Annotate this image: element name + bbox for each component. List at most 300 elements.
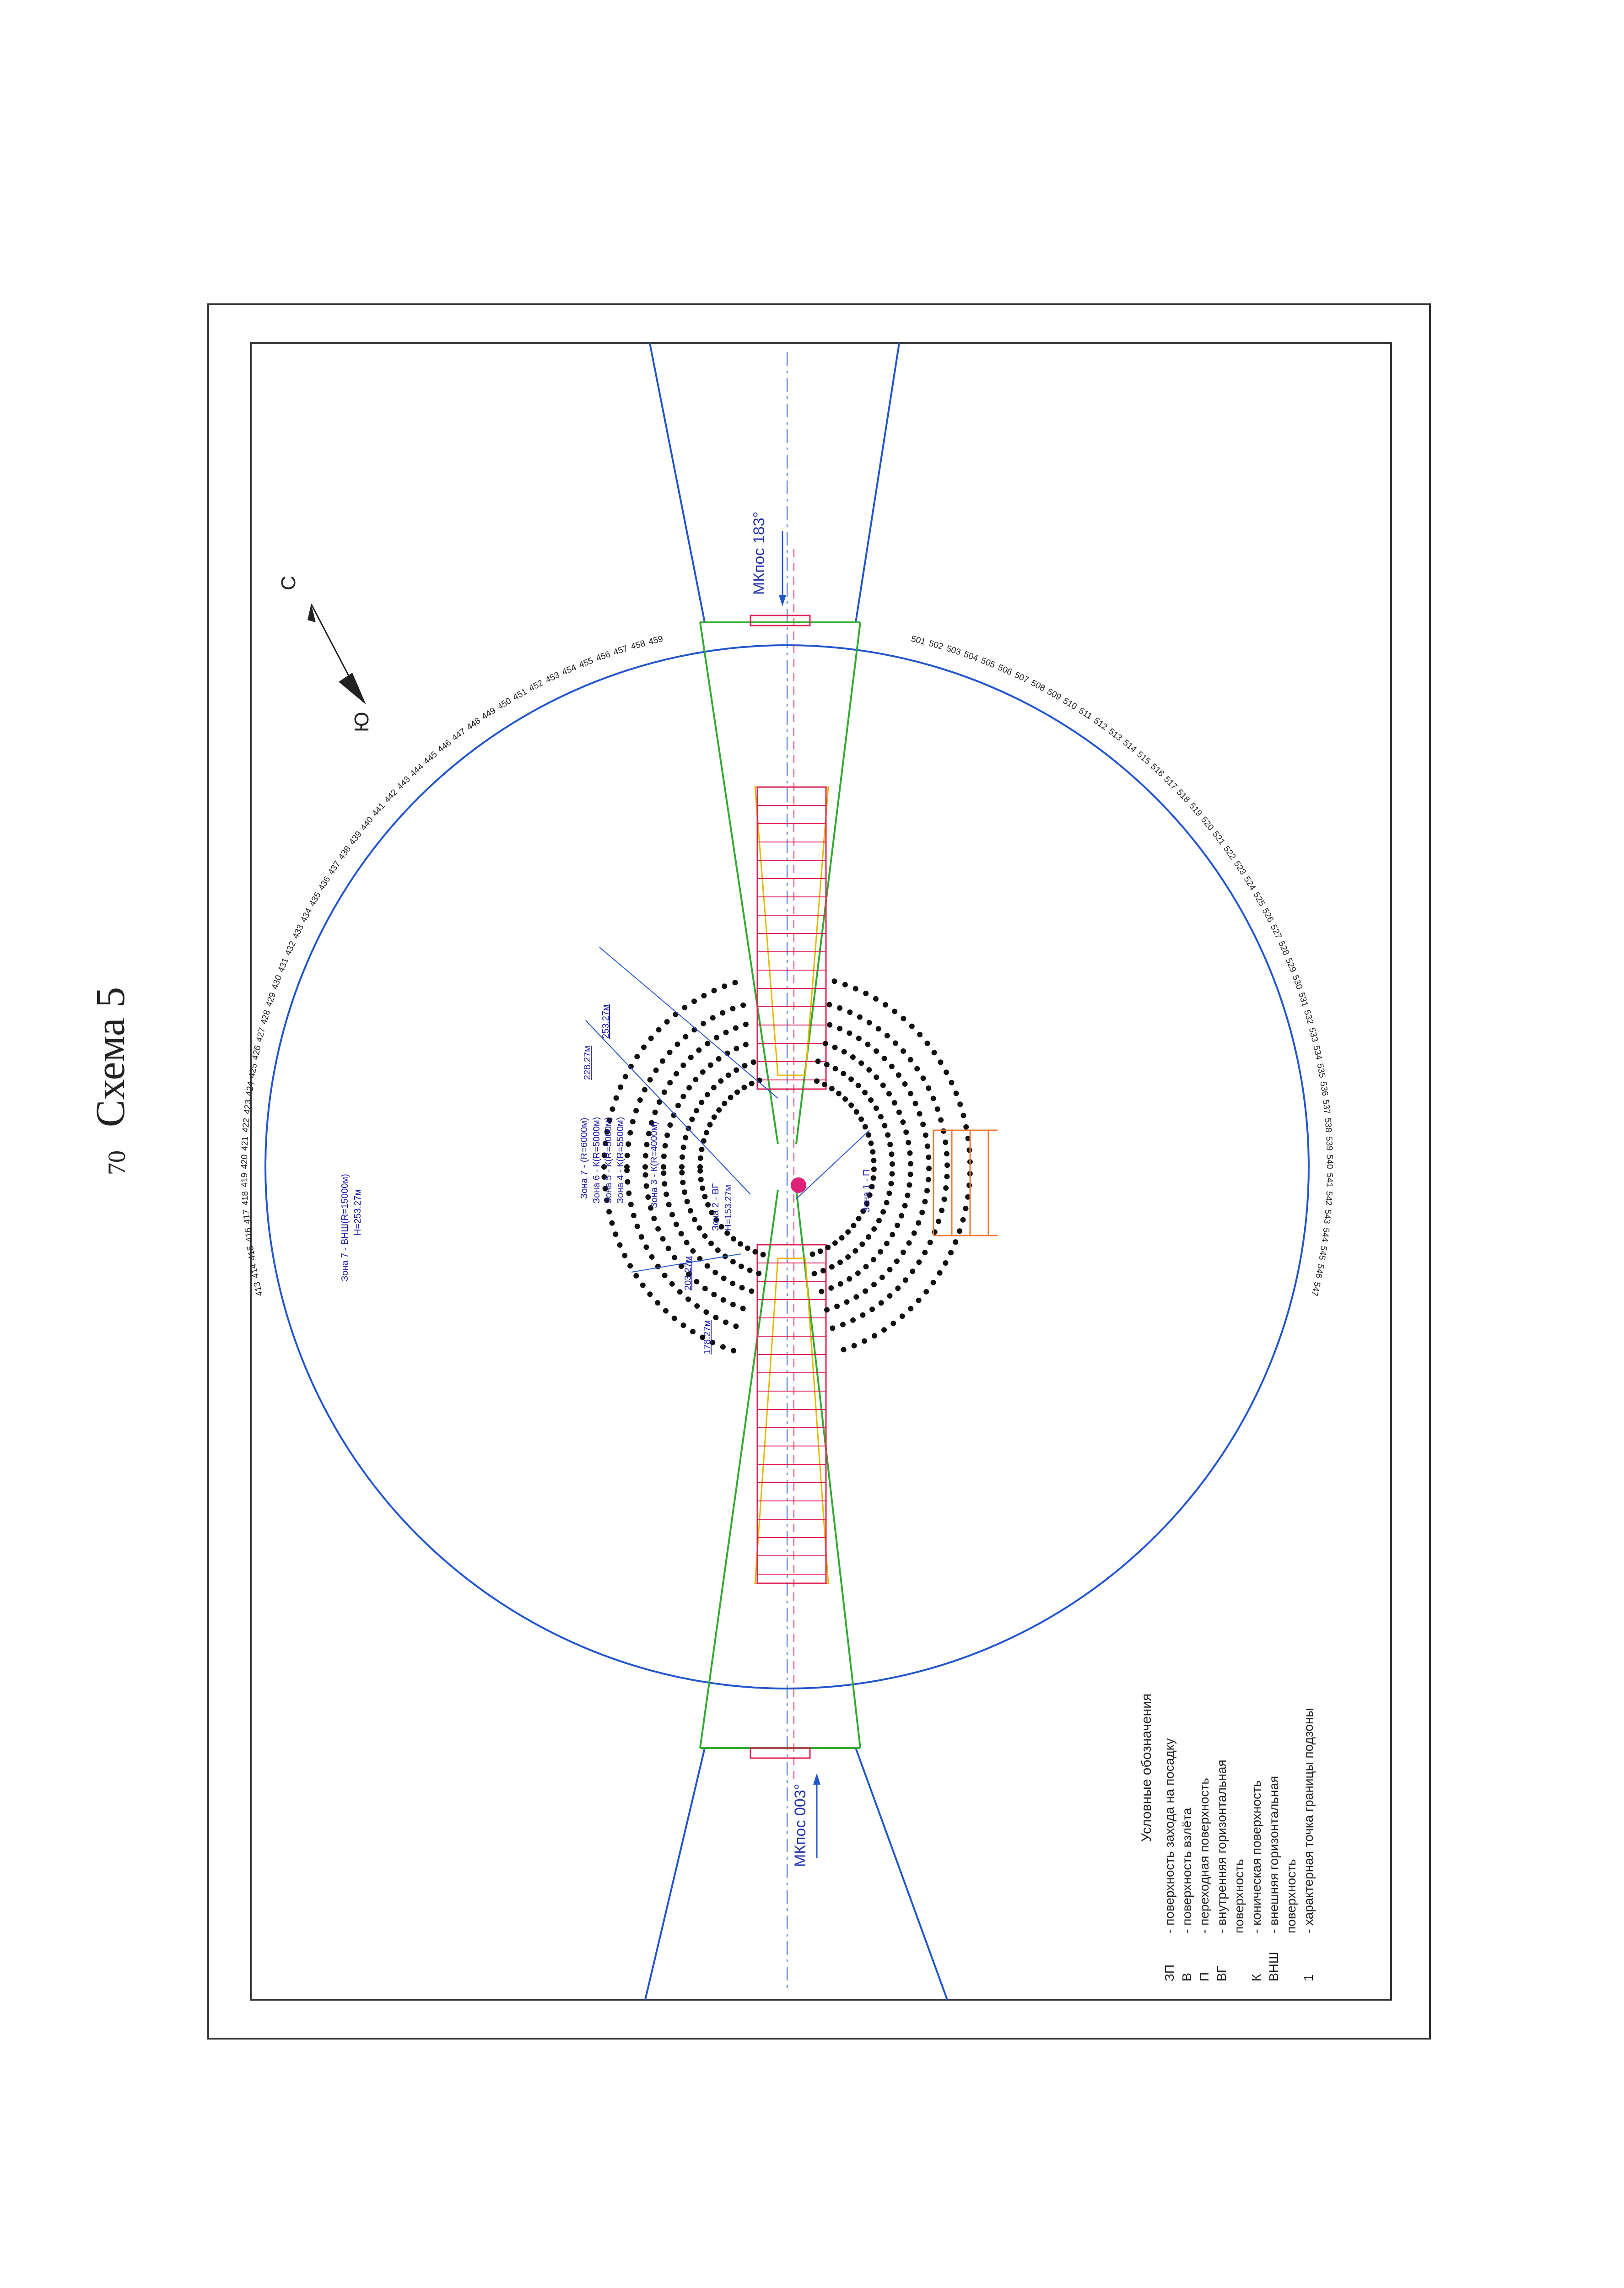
- ring-point: [667, 1080, 673, 1085]
- ring-point: [674, 1222, 679, 1227]
- ring-point: [903, 1129, 909, 1135]
- ring-point: [852, 1343, 857, 1349]
- ring-point: [704, 1130, 709, 1135]
- ring-point: [734, 1046, 739, 1051]
- ring-point: [686, 1085, 692, 1090]
- ring-point: [716, 1056, 722, 1062]
- ring-point: [944, 1151, 950, 1156]
- outer-point-436: 436: [316, 874, 333, 892]
- outer-point-526: 526: [1260, 907, 1275, 924]
- ring-point: [879, 1275, 885, 1280]
- ring-point: [896, 1110, 902, 1115]
- ring-point: [694, 1108, 699, 1113]
- ring-point: [949, 1080, 955, 1085]
- ring-point: [824, 1307, 830, 1312]
- ring-point: [731, 1236, 736, 1241]
- ring-point: [660, 1058, 665, 1064]
- ring-point: [663, 1308, 669, 1314]
- ring-point: [722, 1101, 727, 1106]
- ring-point: [711, 1085, 717, 1090]
- ring-point: [889, 1064, 895, 1069]
- ring-point: [743, 1022, 749, 1027]
- zone1-label: Зона 1 - П: [862, 1169, 872, 1213]
- ring-point: [931, 1096, 936, 1101]
- outer-point-429: 429: [264, 991, 278, 1008]
- ring-point: [901, 1016, 906, 1021]
- outer-point-542: 542: [1323, 1191, 1334, 1206]
- ring-point: [633, 1108, 639, 1113]
- ring-point: [901, 1250, 906, 1255]
- ring-point: [879, 1300, 884, 1306]
- outer-point-511: 511: [1077, 706, 1094, 722]
- ring-point: [896, 1072, 901, 1078]
- ring-point: [963, 1124, 969, 1130]
- ring-point: [884, 1241, 890, 1246]
- ring-point: [666, 1246, 671, 1251]
- ring-point: [810, 1252, 815, 1257]
- ring-point: [710, 1015, 716, 1020]
- outer-point-417: 417: [241, 1209, 253, 1225]
- ring-point: [747, 1268, 753, 1273]
- outer-point-labels: [240, 634, 1334, 1297]
- outer-point-514: 514: [1121, 738, 1138, 755]
- ring-point: [623, 1074, 628, 1079]
- height-253: 253.27м: [601, 1004, 611, 1039]
- ring-point: [851, 1223, 857, 1228]
- ring-point: [705, 1202, 711, 1208]
- ring-point: [822, 1082, 827, 1087]
- ring-point: [641, 1045, 647, 1050]
- ring-point: [661, 1154, 667, 1159]
- ring-point: [696, 1047, 701, 1053]
- ring-point: [943, 1260, 948, 1266]
- ring-point: [718, 1078, 723, 1084]
- ring-point: [701, 1021, 706, 1026]
- height-203: 203.27м: [683, 1256, 693, 1290]
- ring-point: [651, 1216, 657, 1221]
- legend-title: Условные обозначения: [1139, 1693, 1154, 1842]
- ring-point: [880, 1083, 886, 1088]
- outer-point-449: 449: [480, 706, 498, 722]
- ring-point: [938, 1117, 944, 1123]
- outer-point-416: 416: [243, 1227, 255, 1243]
- ring-point: [680, 1155, 685, 1160]
- ring-point: [700, 1069, 706, 1075]
- ring-point: [818, 1248, 823, 1254]
- ring-point: [841, 1071, 846, 1076]
- outer-frame: [208, 304, 1430, 2039]
- ring-point: [622, 1253, 627, 1258]
- ring-point: [869, 1140, 874, 1146]
- outer-point-418: 418: [240, 1191, 251, 1206]
- ring-point: [688, 1208, 693, 1214]
- ring-point: [842, 1049, 847, 1055]
- ring-point: [908, 1091, 913, 1096]
- ring-point: [823, 1041, 828, 1047]
- ring-point: [832, 1240, 838, 1246]
- ring-point: [647, 1291, 653, 1297]
- zone7k-label: Зона 7 - (R=6000м): [579, 1117, 589, 1199]
- legend: [1139, 1694, 1316, 1981]
- ring-point: [905, 1193, 910, 1198]
- outer-point-513: 513: [1106, 726, 1124, 743]
- outer-point-426: 426: [250, 1044, 263, 1061]
- ring-point: [708, 1241, 714, 1246]
- outer-point-452: 452: [527, 678, 545, 694]
- ring-point: [826, 1002, 832, 1008]
- zone2-height: H=153.27м: [723, 1184, 734, 1231]
- ring-point: [617, 1242, 623, 1248]
- ring-point: [672, 1255, 677, 1260]
- ring-point: [721, 1276, 727, 1281]
- ring-point: [675, 1103, 681, 1108]
- ring-point: [863, 1124, 868, 1130]
- aerodrome-reference-point: [791, 1177, 806, 1193]
- legend-code: П: [1197, 1972, 1211, 1981]
- ring-point: [871, 1282, 877, 1287]
- ring-point: [741, 1085, 747, 1090]
- ring-point: [942, 1197, 947, 1202]
- ring-point: [874, 1106, 879, 1111]
- ring-point: [740, 1003, 746, 1008]
- ring-point: [674, 1041, 680, 1047]
- ring-point: [890, 1171, 895, 1176]
- strip-ladder: [757, 805, 826, 1574]
- outer-point-504: 504: [962, 649, 980, 664]
- ring-point: [944, 1069, 949, 1075]
- ring-point: [944, 1162, 950, 1168]
- ring-point: [714, 1035, 719, 1041]
- ring-point: [844, 1299, 850, 1305]
- runway-arrow-bottom-head: [813, 1773, 820, 1785]
- ring-point: [832, 978, 837, 984]
- ring-point: [839, 1235, 845, 1241]
- outer-point-453: 453: [544, 670, 561, 685]
- ring-point: [943, 1185, 949, 1191]
- ring-point: [856, 1036, 862, 1041]
- outer-point-431: 431: [276, 956, 291, 974]
- ring-point: [931, 1280, 936, 1285]
- ring-point: [712, 1114, 717, 1120]
- outer-point-447: 447: [450, 726, 468, 743]
- ring-point: [814, 1079, 820, 1084]
- ring-point: [855, 1270, 861, 1276]
- ring-point: [924, 1041, 930, 1046]
- ring-point: [749, 1081, 755, 1086]
- ring-point: [698, 1155, 703, 1161]
- ring-point: [928, 1240, 933, 1245]
- legend-text: - поверхность взлёта: [1180, 1808, 1194, 1933]
- ring-point: [836, 1091, 842, 1096]
- ring-point: [888, 1181, 894, 1187]
- ring-point: [862, 1338, 867, 1344]
- ring-point: [626, 1191, 631, 1196]
- ring-point: [752, 1249, 758, 1255]
- ring-point: [644, 1183, 649, 1189]
- legend-code: К: [1249, 1974, 1263, 1981]
- ring-point: [840, 1322, 846, 1327]
- outer-point-517: 517: [1162, 774, 1179, 792]
- ring-point: [837, 1005, 842, 1011]
- ring-point: [863, 1264, 869, 1269]
- ring-point: [876, 1218, 882, 1223]
- ring-point: [730, 1302, 736, 1307]
- ring-point: [880, 1209, 886, 1214]
- ring-point: [625, 1179, 630, 1185]
- ring-point: [731, 1348, 736, 1354]
- ring-point: [690, 1248, 696, 1254]
- ring-point: [692, 1217, 697, 1222]
- ring-point: [606, 1209, 612, 1214]
- ring-point: [700, 1186, 705, 1191]
- ring-point: [876, 1026, 881, 1031]
- ring-point: [819, 1289, 824, 1294]
- ring-point: [890, 1161, 895, 1167]
- legend-text: - внутренняя горизонтальная: [1214, 1759, 1229, 1933]
- ring-point: [878, 1249, 883, 1255]
- ring-point: [943, 1139, 948, 1145]
- ring-point: [627, 1130, 633, 1136]
- ring-point: [872, 1333, 877, 1338]
- ring-point: [887, 1267, 893, 1273]
- outer-point-455: 455: [577, 656, 595, 670]
- outer-point-544: 544: [1319, 1227, 1331, 1243]
- outer-point-456: 456: [594, 649, 612, 664]
- takeoff-surface-lower: [755, 1258, 828, 1583]
- ring-point: [827, 1022, 832, 1028]
- outer-point-530: 530: [1290, 974, 1305, 991]
- outer-point-414: 414: [248, 1263, 261, 1279]
- ring-point: [723, 1320, 728, 1325]
- ring-point: [874, 1074, 879, 1080]
- ring-point: [937, 1270, 943, 1276]
- outer-point-458: 458: [630, 638, 647, 652]
- outer-point-507: 507: [1013, 670, 1031, 685]
- outer-point-457: 457: [612, 643, 629, 658]
- compass-south: Ю: [351, 712, 373, 732]
- ring-point: [871, 1226, 877, 1232]
- ring-point: [926, 1166, 932, 1171]
- ring-point: [900, 1313, 905, 1319]
- ring-point: [728, 1095, 734, 1100]
- outer-point-509: 509: [1045, 687, 1063, 702]
- ring-point: [662, 1273, 668, 1278]
- outer-point-539: 539: [1324, 1136, 1334, 1151]
- ring-point: [815, 1058, 821, 1064]
- outer-point-521: 521: [1210, 829, 1227, 847]
- ring-point: [732, 980, 738, 985]
- ring-point: [901, 1048, 906, 1054]
- ring-point: [926, 1085, 931, 1091]
- approach-surface-lines: [645, 343, 947, 2000]
- ring-point: [841, 1347, 847, 1352]
- ring-point: [862, 1090, 868, 1095]
- ring-point: [699, 1147, 705, 1152]
- compass: [277, 576, 373, 732]
- outer-point-438: 438: [336, 844, 353, 862]
- ring-point: [708, 1063, 713, 1068]
- ring-point: [847, 1031, 852, 1036]
- ring-point: [909, 1024, 915, 1029]
- ring-point: [906, 1140, 911, 1145]
- outer-point-450: 450: [496, 696, 513, 712]
- ring-point: [867, 1020, 872, 1025]
- ring-point: [845, 1229, 851, 1235]
- outer-point-443: 443: [395, 774, 412, 792]
- ring-point: [829, 1086, 835, 1091]
- ring-point: [734, 1067, 739, 1073]
- legend-code: ЗП: [1162, 1964, 1176, 1981]
- ring-point: [702, 1194, 707, 1199]
- outer-point-510: 510: [1061, 696, 1079, 712]
- ring-point: [882, 1123, 887, 1128]
- ring-point: [895, 1285, 901, 1291]
- ring-point: [910, 1268, 915, 1274]
- ring-point: [907, 1150, 913, 1156]
- outer-point-536: 536: [1318, 1081, 1330, 1097]
- outer-point-541: 541: [1324, 1172, 1335, 1187]
- ring-point: [631, 1213, 637, 1218]
- legend-code: ВГ: [1214, 1966, 1229, 1981]
- outer-point-446: 446: [436, 738, 453, 755]
- ring-point: [893, 1041, 898, 1046]
- ring-point: [865, 1041, 871, 1047]
- outer-point-547: 547: [1309, 1280, 1322, 1297]
- outer-point-537: 537: [1321, 1099, 1332, 1115]
- ring-point: [662, 1181, 667, 1187]
- zone5-label: Зона 5 - К(R=5000м): [604, 1117, 614, 1203]
- ring-point: [850, 1317, 856, 1323]
- outer-point-433: 433: [291, 923, 306, 940]
- runway-label-top: МКпос 183°: [750, 511, 768, 595]
- ring-point: [669, 1212, 675, 1217]
- ring-point: [829, 1264, 835, 1270]
- ring-point: [854, 1109, 859, 1115]
- ring-point: [866, 1234, 871, 1240]
- ring-point: [894, 1258, 900, 1264]
- zone4-label: Зона 4 - К(R=5500м): [615, 1117, 626, 1203]
- ring-point: [939, 1208, 944, 1213]
- outer-point-448: 448: [465, 716, 483, 733]
- outer-point-427: 427: [254, 1026, 268, 1043]
- ring-point: [679, 1231, 684, 1236]
- ring-point: [884, 1200, 890, 1205]
- ring-point: [699, 1100, 704, 1105]
- ring-point: [745, 1246, 750, 1251]
- ring-point: [906, 1182, 912, 1188]
- takeoff-surface-upper: [755, 787, 828, 1075]
- ring-point: [842, 1096, 848, 1102]
- ring-point: [683, 1034, 688, 1040]
- ring-point: [626, 1141, 631, 1147]
- ring-point: [666, 1202, 672, 1207]
- ring-point: [761, 1252, 766, 1257]
- ring-point: [680, 1094, 686, 1099]
- ring-point: [903, 1277, 908, 1283]
- threshold-box-bottom: [750, 1748, 810, 1758]
- ring-point: [643, 1244, 649, 1250]
- ring-point: [733, 1025, 739, 1031]
- ring-point: [683, 1135, 688, 1140]
- ring-point: [614, 1095, 619, 1101]
- outer-point-442: 442: [382, 788, 399, 805]
- ring-point: [908, 1161, 913, 1166]
- ring-point: [830, 1325, 835, 1331]
- outer-point-428: 428: [259, 1009, 272, 1025]
- ring-point: [680, 1180, 685, 1185]
- ring-point: [860, 1312, 865, 1318]
- legend-text: - переходная поверхность: [1197, 1778, 1211, 1933]
- ring-point: [690, 1329, 696, 1334]
- legend-text: - характерная точка границы подзоны: [1301, 1708, 1316, 1933]
- ring-point: [963, 1206, 969, 1211]
- legend-code: ВНШ: [1267, 1952, 1281, 1981]
- ring-point: [863, 1288, 868, 1294]
- ring-point: [922, 1250, 928, 1255]
- outer-point-421: 421: [240, 1136, 250, 1151]
- outer-point-419: 419: [239, 1172, 250, 1187]
- ring-point: [837, 1026, 842, 1031]
- outer-point-529: 529: [1283, 956, 1298, 974]
- ring-point: [887, 1293, 893, 1299]
- ring-point: [702, 1233, 708, 1239]
- ring-point: [681, 1144, 686, 1150]
- outer-point-434: 434: [299, 907, 314, 924]
- ring-point: [669, 1281, 675, 1287]
- zone6-label: Зона 6 - К(R=5000м): [592, 1117, 602, 1203]
- inner-frame: [251, 343, 1391, 2000]
- ring-point: [647, 1077, 653, 1083]
- ring-point: [667, 1122, 673, 1128]
- ring-point: [720, 1010, 725, 1016]
- ring-point: [857, 1014, 863, 1020]
- ring-point: [637, 1097, 643, 1103]
- ring-point: [628, 1202, 634, 1207]
- ring-point: [610, 1220, 615, 1226]
- ring-point: [908, 1057, 913, 1063]
- ring-point: [869, 1306, 875, 1312]
- outer-point-515: 515: [1135, 750, 1152, 766]
- ring-point: [689, 1117, 695, 1122]
- ring-point: [871, 1257, 876, 1263]
- ring-point: [664, 1133, 670, 1138]
- outer-point-545: 545: [1316, 1245, 1329, 1261]
- ring-point: [916, 1220, 921, 1226]
- ring-point: [682, 1189, 687, 1195]
- ring-point: [916, 1259, 922, 1265]
- ring-point: [885, 1132, 890, 1138]
- outer-point-424: 424: [244, 1081, 256, 1097]
- ring-point: [954, 1090, 959, 1096]
- ring-point: [712, 988, 717, 993]
- ring-point: [923, 1289, 929, 1295]
- ring-point: [730, 1281, 735, 1286]
- ring-point: [694, 1303, 700, 1309]
- ring-point: [889, 1151, 895, 1157]
- ring-point: [917, 1032, 923, 1037]
- outer-point-543: 543: [1322, 1209, 1333, 1225]
- outer-point-528: 528: [1276, 939, 1291, 957]
- ring-point: [627, 1263, 633, 1268]
- ring-point: [618, 1085, 623, 1090]
- ring-point: [838, 1281, 843, 1287]
- ring-point: [673, 1012, 679, 1017]
- ring-point: [730, 1006, 735, 1011]
- ring-point: [648, 1036, 654, 1041]
- ring-point: [845, 1254, 851, 1260]
- ring-point: [900, 1119, 906, 1125]
- ring-point: [661, 1164, 666, 1170]
